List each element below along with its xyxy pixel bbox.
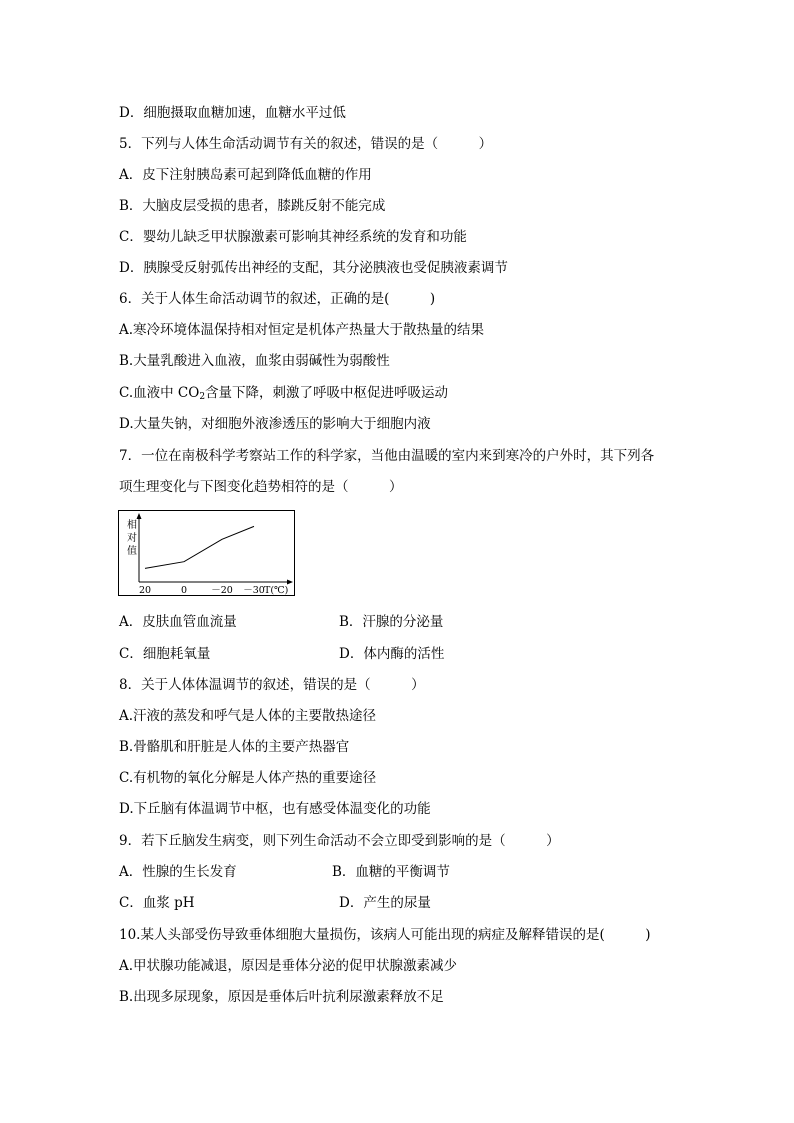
question-7-option-d: D．体内酶的活性 (339, 646, 445, 662)
question-9-option-b: B．血糖的平衡调节 (332, 864, 450, 880)
question-7-stem-line2: 项生理变化与下图变化趋势相符的是（ ） (119, 479, 403, 495)
question-10-option-b: B.出现多尿现象，原因是垂体后叶抗利尿激素释放不足 (119, 989, 444, 1005)
x-axis-unit-label: T(℃) (264, 585, 289, 596)
temperature-trend-chart (118, 510, 295, 596)
question-10-option-a: A.甲状腺功能减退，原因是垂体分泌的促甲状腺激素减少 (119, 958, 458, 974)
question-7-option-a: A．皮肤血管血流量 (119, 614, 237, 630)
question-9-option-d: D．产生的尿量 (339, 895, 431, 911)
question-6-option-a: A.寒冷环境体温保持相对恒定是机体产热量大于散热量的结果 (119, 322, 485, 338)
question-6-option-c-pre: C.血液中 CO (119, 385, 200, 401)
question-5-stem: 5．下列与人体生命活动调节有关的叙述，错误的是（ ） (119, 136, 493, 152)
chart-frame (119, 511, 295, 596)
x-tick-label: －20 (211, 585, 233, 596)
question-9-option-c: C．血浆 pH (119, 895, 195, 911)
question-5-option-a: A．皮下注射胰岛素可起到降低血糖的作用 (119, 167, 372, 183)
question-4-option-d: D．细胞摄取血糖加速，血糖水平过低 (119, 105, 346, 121)
question-10-stem: 10.某人头部受伤导致垂体细胞大量损伤，该病人可能出现的病症及解释错误的是( ) (119, 927, 651, 943)
y-label-char-3: 值 (127, 546, 137, 557)
co2-subscript: 2 (199, 392, 206, 402)
question-7-option-c: C．细胞耗氧量 (119, 646, 211, 662)
question-6-option-c (119, 384, 448, 406)
question-6-stem: 6．关于人体生命活动调节的叙述，正确的是( ) (119, 291, 436, 307)
question-6-option-d: D.大量失钠，对细胞外液渗透压的影响大于细胞内液 (119, 416, 431, 432)
question-8-option-d: D.下丘脑有体温调节中枢，也有感受体温变化的功能 (119, 801, 431, 817)
question-6-option-c-post: 含量下降，刺激了呼吸中枢促进呼吸运动 (205, 385, 449, 401)
question-7-stem-line1: 7．一位在南极科学考察站工作的科学家，当他由温暖的室内来到寒冷的户外时，其下列各 (119, 448, 655, 464)
question-8-option-c: C.有机物的氧化分解是人体产热的重要途径 (119, 770, 377, 786)
question-8-option-b: B.骨骼肌和肝脏是人体的主要产热器官 (119, 739, 350, 755)
x-tick-label: －30 (243, 585, 265, 596)
x-tick-label: 20 (138, 585, 152, 596)
question-5-option-b: B．大脑皮层受损的患者，膝跳反射不能完成 (119, 198, 386, 214)
x-tick-label: 0 (180, 585, 188, 596)
question-8-option-a: A.汗液的蒸发和呼气是人体的主要散热途径 (119, 708, 377, 724)
question-7-option-b: B．汗腺的分泌量 (339, 614, 444, 630)
question-6-option-b: B.大量乳酸进入血液，血浆由弱碱性为弱酸性 (119, 353, 390, 369)
question-8-stem: 8．关于人体体温调节的叙述，错误的是（ ） (119, 677, 425, 693)
y-label-char-1: 相 (127, 520, 137, 531)
question-9-stem: 9．若下丘脑发生病变，则下列生命活动不会立即受到影响的是（ ） (119, 833, 560, 849)
y-label-char-2: 对 (127, 533, 137, 544)
question-5-option-c: C．婴幼儿缺乏甲状腺激素可影响其神经系统的发育和功能 (119, 229, 467, 245)
question-5-option-d: D．胰腺受反射弧传出神经的支配，其分泌胰液也受促胰液素调节 (119, 260, 508, 276)
question-9-option-a: A．性腺的生长发育 (119, 864, 237, 880)
